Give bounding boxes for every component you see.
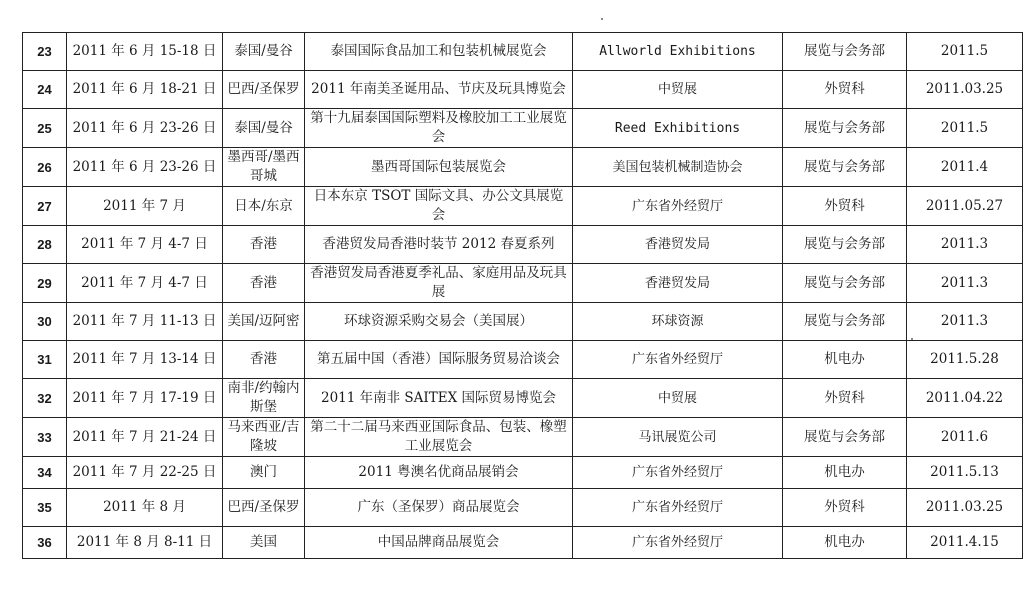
organizer-cell: 广东省外经贸厅 bbox=[573, 527, 783, 559]
table-row bbox=[23, 71, 1023, 109]
exhibition-name-cell: 第五届中国（香港）国际服务贸易洽谈会 bbox=[305, 341, 573, 379]
responsible-department-cell: 机电办 bbox=[783, 527, 907, 559]
organizer-cell: 广东省外经贸厅 bbox=[573, 489, 783, 527]
organizer-cell: 广东省外经贸厅 bbox=[573, 187, 783, 226]
row-number-cell: 29 bbox=[23, 264, 67, 303]
exhibition-date-cell: 2011 年 7 月 21-24 日 bbox=[67, 418, 223, 457]
exhibition-name-cell: 2011 年南美圣诞用品、节庆及玩具博览会 bbox=[305, 71, 573, 109]
row-number-cell: 31 bbox=[23, 341, 67, 379]
organizer-cell: 中贸展 bbox=[573, 71, 783, 109]
exhibition-date-cell: 2011 年 6 月 18-21 日 bbox=[67, 71, 223, 109]
notice-date-cell: 2011.05.27 bbox=[907, 187, 1023, 226]
notice-date-cell: 2011.5.28 bbox=[907, 341, 1023, 379]
organizer-cell: Reed Exhibitions bbox=[573, 109, 783, 148]
notice-date-cell: 2011.5.13 bbox=[907, 457, 1023, 489]
responsible-department-cell: 外贸科 bbox=[783, 187, 907, 226]
notice-date-cell: 2011.03.25 bbox=[907, 71, 1023, 109]
exhibition-location-cell: 澳门 bbox=[223, 457, 305, 489]
exhibition-date-cell: 2011 年 6 月 15-18 日 bbox=[67, 33, 223, 71]
organizer-cell: 广东省外经贸厅 bbox=[573, 341, 783, 379]
table-row bbox=[23, 457, 1023, 489]
row-number-cell: 27 bbox=[23, 187, 67, 226]
exhibition-location-cell: 美国/迈阿密 bbox=[223, 303, 305, 341]
organizer-cell: 广东省外经贸厅 bbox=[573, 457, 783, 489]
row-number-cell: 33 bbox=[23, 418, 67, 457]
exhibition-name-cell: 第二十二届马来西亚国际食品、包装、橡塑工业展览会 bbox=[305, 418, 573, 457]
responsible-department-cell: 展览与会务部 bbox=[783, 109, 907, 148]
exhibition-name-cell: 2011 粤澳名优商品展销会 bbox=[305, 457, 573, 489]
row-number-cell: 23 bbox=[23, 33, 67, 71]
responsible-department-cell: 机电办 bbox=[783, 457, 907, 489]
exhibition-date-cell: 2011 年 8 月 8-11 日 bbox=[67, 527, 223, 559]
row-number-cell: 30 bbox=[23, 303, 67, 341]
exhibition-location-cell: 美国 bbox=[223, 527, 305, 559]
table-row bbox=[23, 303, 1023, 341]
table-row bbox=[23, 489, 1023, 527]
exhibition-name-cell: 墨西哥国际包装展览会 bbox=[305, 148, 573, 187]
table-row bbox=[23, 148, 1023, 187]
exhibition-date-cell: 2011 年 8 月 bbox=[67, 489, 223, 527]
exhibition-location-cell: 南非/约翰内斯堡 bbox=[223, 379, 305, 418]
responsible-department-cell: 展览与会务部 bbox=[783, 33, 907, 71]
exhibition-table bbox=[22, 32, 1023, 559]
exhibition-name-cell: 广东（圣保罗）商品展览会 bbox=[305, 489, 573, 527]
notice-date-cell: 2011.6 bbox=[907, 418, 1023, 457]
exhibition-date-cell: 2011 年 7 月 bbox=[67, 187, 223, 226]
exhibition-date-cell: 2011 年 7 月 4-7 日 bbox=[67, 226, 223, 264]
exhibition-date-cell: 2011 年 7 月 4-7 日 bbox=[67, 264, 223, 303]
scan-speck bbox=[601, 18, 603, 20]
notice-date-cell: 2011.3 bbox=[907, 303, 1023, 341]
exhibition-name-cell: 日本东京 TSOT 国际文具、办公文具展览会 bbox=[305, 187, 573, 226]
row-number-cell: 36 bbox=[23, 527, 67, 559]
row-number-cell: 32 bbox=[23, 379, 67, 418]
responsible-department-cell: 外贸科 bbox=[783, 71, 907, 109]
notice-date-cell: 2011.4.15 bbox=[907, 527, 1023, 559]
exhibition-location-cell: 香港 bbox=[223, 226, 305, 264]
notice-date-cell: 2011.3 bbox=[907, 264, 1023, 303]
exhibition-location-cell: 香港 bbox=[223, 341, 305, 379]
table-row bbox=[23, 109, 1023, 148]
notice-date-cell: 2011.03.25 bbox=[907, 489, 1023, 527]
exhibition-location-cell: 巴西/圣保罗 bbox=[223, 71, 305, 109]
responsible-department-cell: 展览与会务部 bbox=[783, 264, 907, 303]
table-body bbox=[23, 33, 1023, 559]
responsible-department-cell: 展览与会务部 bbox=[783, 226, 907, 264]
responsible-department-cell: 展览与会务部 bbox=[783, 303, 907, 341]
exhibition-date-cell: 2011 年 7 月 11-13 日 bbox=[67, 303, 223, 341]
exhibition-location-cell: 泰国/曼谷 bbox=[223, 33, 305, 71]
exhibition-location-cell: 巴西/圣保罗 bbox=[223, 489, 305, 527]
scan-speck bbox=[911, 338, 913, 340]
exhibition-location-cell: 香港 bbox=[223, 264, 305, 303]
exhibition-date-cell: 2011 年 7 月 17-19 日 bbox=[67, 379, 223, 418]
table-row bbox=[23, 33, 1023, 71]
table-row bbox=[23, 187, 1023, 226]
notice-date-cell: 2011.5 bbox=[907, 33, 1023, 71]
exhibition-date-cell: 2011 年 7 月 22-25 日 bbox=[67, 457, 223, 489]
exhibition-name-cell: 香港贸发局香港时装节 2012 春夏系列 bbox=[305, 226, 573, 264]
exhibition-date-cell: 2011 年 7 月 13-14 日 bbox=[67, 341, 223, 379]
organizer-cell: 香港贸发局 bbox=[573, 226, 783, 264]
row-number-cell: 26 bbox=[23, 148, 67, 187]
exhibition-name-cell: 泰国国际食品加工和包装机械展览会 bbox=[305, 33, 573, 71]
exhibition-date-cell: 2011 年 6 月 23-26 日 bbox=[67, 148, 223, 187]
row-number-cell: 25 bbox=[23, 109, 67, 148]
organizer-cell: 环球资源 bbox=[573, 303, 783, 341]
responsible-department-cell: 展览与会务部 bbox=[783, 148, 907, 187]
notice-date-cell: 2011.3 bbox=[907, 226, 1023, 264]
notice-date-cell: 2011.4 bbox=[907, 148, 1023, 187]
exhibition-location-cell: 泰国/曼谷 bbox=[223, 109, 305, 148]
exhibition-name-cell: 中国品牌商品展览会 bbox=[305, 527, 573, 559]
exhibition-name-cell: 第十九届泰国国际塑料及橡胶加工工业展览会 bbox=[305, 109, 573, 148]
notice-date-cell: 2011.5 bbox=[907, 109, 1023, 148]
exhibition-location-cell: 马来西亚/吉隆坡 bbox=[223, 418, 305, 457]
table-row bbox=[23, 527, 1023, 559]
responsible-department-cell: 外贸科 bbox=[783, 489, 907, 527]
exhibition-location-cell: 日本/东京 bbox=[223, 187, 305, 226]
exhibition-name-cell: 香港贸发局香港夏季礼品、家庭用品及玩具展 bbox=[305, 264, 573, 303]
exhibition-name-cell: 环球资源采购交易会（美国展） bbox=[305, 303, 573, 341]
table-row bbox=[23, 418, 1023, 457]
responsible-department-cell: 外贸科 bbox=[783, 379, 907, 418]
row-number-cell: 35 bbox=[23, 489, 67, 527]
exhibition-location-cell: 墨西哥/墨西哥城 bbox=[223, 148, 305, 187]
organizer-cell: 中贸展 bbox=[573, 379, 783, 418]
notice-date-cell: 2011.04.22 bbox=[907, 379, 1023, 418]
organizer-cell: Allworld Exhibitions bbox=[573, 33, 783, 71]
table-row bbox=[23, 379, 1023, 418]
exhibition-table-wrapper bbox=[22, 32, 1023, 559]
row-number-cell: 34 bbox=[23, 457, 67, 489]
organizer-cell: 香港贸发局 bbox=[573, 264, 783, 303]
row-number-cell: 28 bbox=[23, 226, 67, 264]
organizer-cell: 美国包装机械制造协会 bbox=[573, 148, 783, 187]
organizer-cell: 马讯展览公司 bbox=[573, 418, 783, 457]
table-row bbox=[23, 226, 1023, 264]
exhibition-name-cell: 2011 年南非 SAITEX 国际贸易博览会 bbox=[305, 379, 573, 418]
responsible-department-cell: 展览与会务部 bbox=[783, 418, 907, 457]
table-row bbox=[23, 264, 1023, 303]
exhibition-date-cell: 2011 年 6 月 23-26 日 bbox=[67, 109, 223, 148]
table-row bbox=[23, 341, 1023, 379]
row-number-cell: 24 bbox=[23, 71, 67, 109]
responsible-department-cell: 机电办 bbox=[783, 341, 907, 379]
